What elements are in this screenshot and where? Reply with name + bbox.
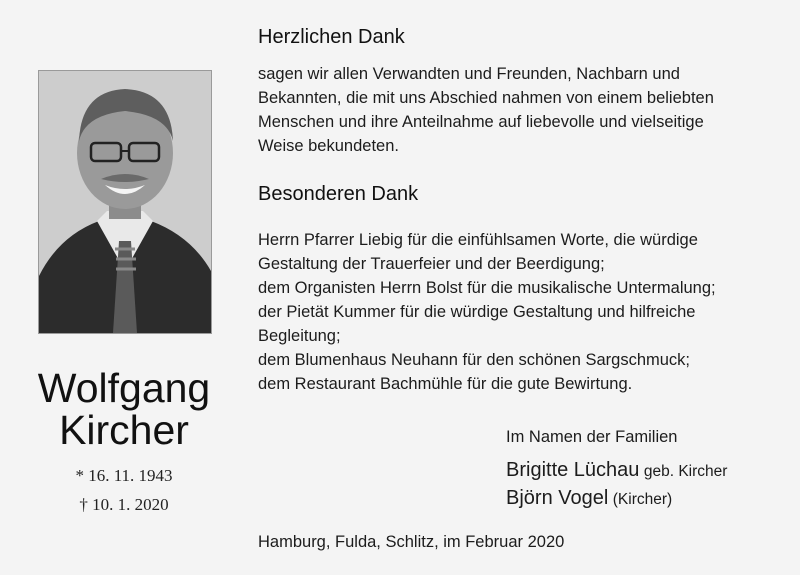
special-thanks-heading: Besonderen Dank bbox=[258, 183, 419, 205]
portrait-photo bbox=[38, 70, 212, 334]
death-date: † 10. 1. 2020 bbox=[79, 495, 169, 514]
signer-row bbox=[506, 457, 727, 485]
text-line: Herrn Pfarrer Liebig für die einfühlsamen Worte, die würdige bbox=[258, 231, 698, 249]
text-line: Begleitung; bbox=[258, 327, 341, 345]
text-line: sagen wir allen Verwandten und Freunden, Nachbarn und bbox=[258, 65, 680, 83]
birth-date: * 16. 11. 1943 bbox=[75, 466, 173, 485]
text-line: dem Organisten Herrn Bolst für die musikalische Untermalung; bbox=[258, 279, 716, 297]
portrait-image bbox=[39, 71, 211, 333]
signer-name: Björn Vogel bbox=[506, 487, 609, 509]
deceased-last-name: Kircher bbox=[59, 407, 189, 453]
text-line: Menschen und ihre Anteilnahme auf liebevolle und vielseitige bbox=[258, 113, 704, 131]
special-thanks-paragraph bbox=[258, 228, 778, 396]
signer-name: Brigitte Lüchau bbox=[506, 459, 640, 481]
text-line: dem Blumenhaus Neuhann für den schönen Sargschmuck; bbox=[258, 351, 691, 369]
place-date: Hamburg, Fulda, Schlitz, im Februar 2020 bbox=[258, 533, 565, 551]
signer-note: (Kircher) bbox=[612, 491, 673, 508]
deceased-first-name: Wolfgang bbox=[37, 365, 211, 411]
text-line: Bekannten, die mit uns Abschied nahmen von einem beliebten bbox=[258, 89, 714, 107]
thanks-heading: Herzlichen Dank bbox=[258, 26, 405, 48]
text-line: Weise bekundeten. bbox=[258, 137, 399, 155]
signature-intro: Im Namen der Familien bbox=[506, 428, 678, 446]
text-line: der Pietät Kummer für die würdige Gestaltung und hilfreiche bbox=[258, 303, 696, 321]
text-line: dem Restaurant Bachmühle für die gute Bewirtung. bbox=[258, 375, 633, 393]
signer-row bbox=[506, 485, 672, 513]
text-line: Gestaltung der Trauerfeier und der Beerdigung; bbox=[258, 255, 605, 273]
signer-note: geb. Kircher bbox=[643, 463, 728, 480]
thanks-paragraph bbox=[258, 62, 778, 158]
